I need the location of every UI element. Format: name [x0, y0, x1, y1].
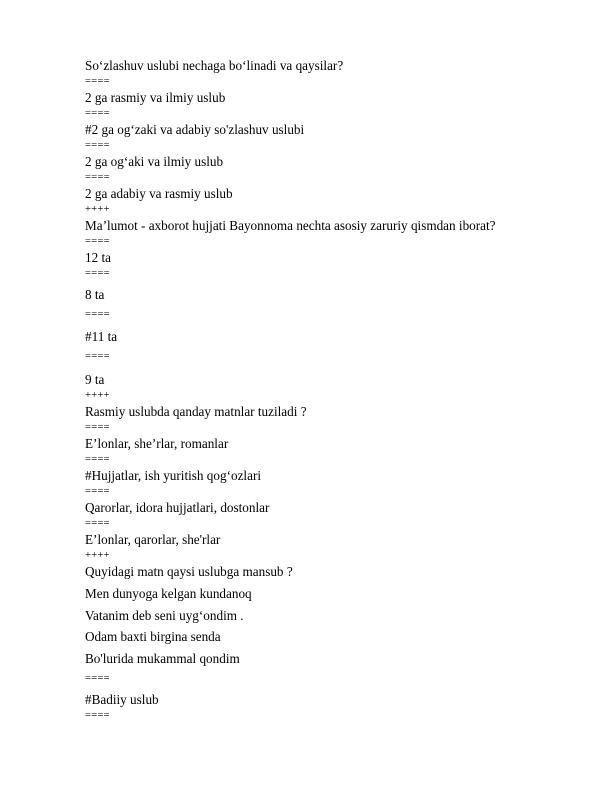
option-text: E’lonlar, qarorlar, she'rlar — [85, 532, 221, 547]
option-text: #Badiiy uslub — [85, 692, 159, 707]
separator: ==== — [85, 422, 110, 433]
question-3-text: Rasmiy uslubda qanday matnlar tuziladi ? — [85, 404, 307, 419]
separator: ==== — [85, 172, 110, 183]
separator: ++++ — [85, 550, 110, 561]
poem-line: Bo'lurida mukammal qondim — [85, 651, 240, 666]
option-text: 9 ta — [85, 372, 105, 387]
option-text: 8 ta — [85, 287, 105, 302]
separator: ==== — [85, 710, 110, 721]
separator: ==== — [85, 309, 110, 320]
separator: ==== — [85, 268, 110, 279]
separator: ==== — [85, 518, 110, 529]
option-text: 2 ga adabiy va rasmiy uslub — [85, 186, 233, 201]
option-text: E’lonlar, she’rlar, romanlar — [85, 436, 229, 451]
poem-line: Odam baxti birgina senda — [85, 629, 221, 644]
separator: ==== — [85, 108, 110, 119]
option-text: #2 ga og‘zaki va adabiy so'zlashuv uslubi — [85, 122, 305, 137]
separator: ++++ — [85, 390, 110, 401]
separator: ==== — [85, 454, 110, 465]
option-text: #Hujjatlar, ish yuritish qog‘ozlari — [85, 468, 262, 483]
separator: ==== — [85, 140, 110, 151]
separator: ==== — [85, 673, 110, 684]
question-2-text: Ma’lumot - axborot hujjati Bayonnoma nechta asosiy zaruriy qismdan iborat? — [85, 218, 496, 233]
option-text: #11 ta — [85, 329, 118, 344]
option-text: 2 ga rasmiy va ilmiy uslub — [85, 90, 226, 105]
poem-line: Vatanim deb seni uyg‘ondim . — [85, 608, 244, 623]
separator: ++++ — [85, 204, 110, 215]
question-1-text: So‘zlashuv uslubi nechaga bo‘linadi va qaysilar? — [85, 58, 344, 73]
separator: ==== — [85, 351, 110, 362]
option-text: 12 ta — [85, 250, 112, 265]
separator: ==== — [85, 486, 110, 497]
question-4-text: Quyidagi matn qaysi uslubga mansub ? — [85, 564, 293, 579]
poem-line: Men dunyoga kelgan kundanoq — [85, 586, 252, 601]
option-text: 2 ga og‘aki va ilmiy uslub — [85, 154, 224, 169]
separator: ==== — [85, 76, 110, 87]
separator: ==== — [85, 236, 110, 247]
option-text: Qarorlar, idora hujjatlari, dostonlar — [85, 500, 270, 515]
